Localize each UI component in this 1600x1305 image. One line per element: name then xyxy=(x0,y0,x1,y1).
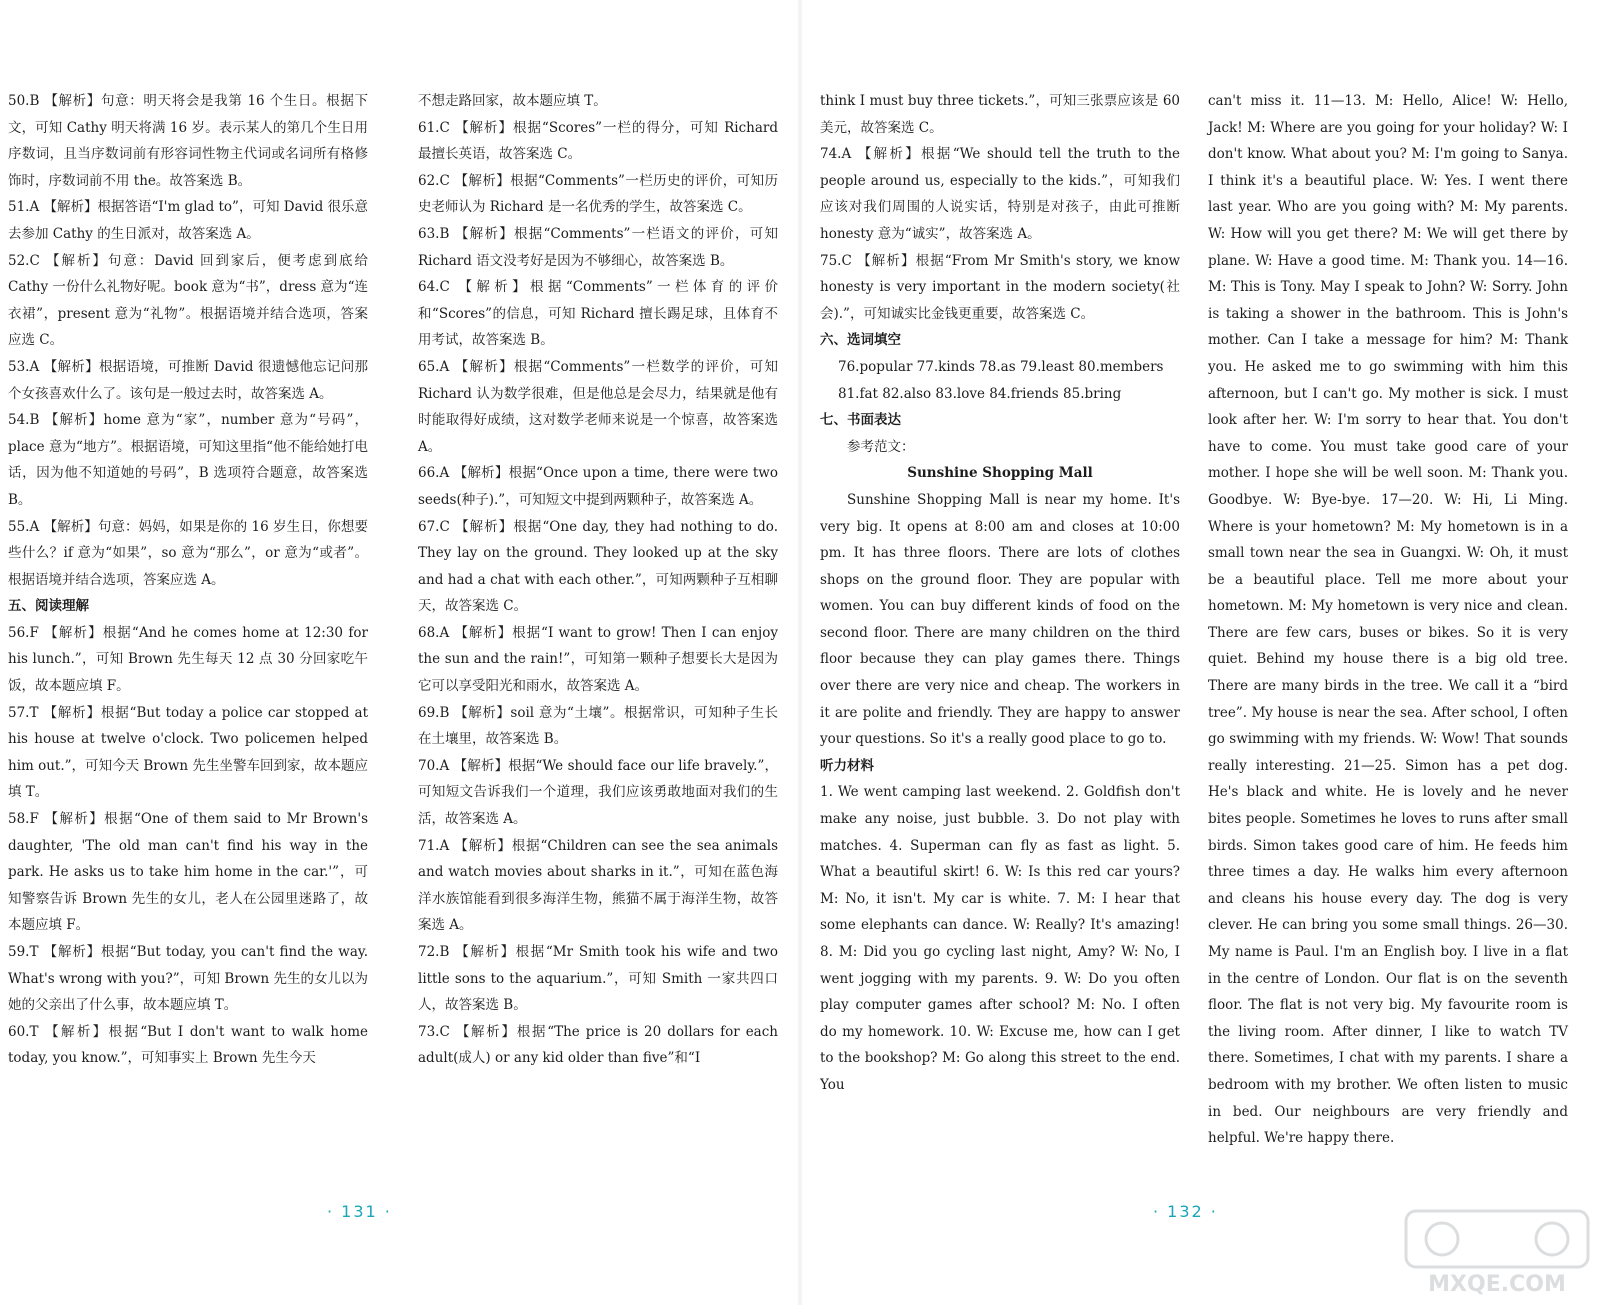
answer-63: 63.B 【解析】根据“Comments”一栏语文的评价，可知 Richard 语文没考好是因为不够细心，故答案选 B。 xyxy=(418,225,778,269)
answer-54: 54.B 【解析】home 意为“家”，number 意为“号码”，place 意为“地方”。根据语境，可知这里指“他不能给她打电话，因为他不知道她的号码”，B 选项符合题意，故答案选 B。 xyxy=(8,412,368,508)
answer-74: 74.A 【解析】根据“We should tell the truth to the people around us, especially to the kids.”，可知我们应该对我们周围的人说实话，特别是对孩子，由此可推断 honesty 意为“诚实”，故答案选 A。 xyxy=(820,146,1180,242)
sample-essay-label: 参考范文： xyxy=(847,438,915,455)
left-column-1 xyxy=(8,88,368,1072)
answer-52: 52.C 【解析】句意：David 回到家后，便考虑到底给 Cathy 一份什么礼物好呢。book 意为“书”，dress 意为“连衣裙”，present 意为“礼物”。根据语境并结合选项，答案应选 C。 xyxy=(8,252,368,349)
answer-72: 72.B 【解析】根据“Mr Smith took his wife and two little sons to the aquarium.”，可知 Smith 一家共四口人，故答案选 B。 xyxy=(418,944,778,1014)
vocab-answers-line-2: 81.fat 82.also 83.love 84.friends 85.bring xyxy=(838,385,1122,402)
left-column-2 xyxy=(418,88,778,1072)
essay-title: Sunshine Shopping Mall xyxy=(907,465,1093,482)
answer-55: 55.A 【解析】句意：妈妈，如果是你的 16 岁生日，你想要些什么？if 意为“如果”，so 意为“那么”，or 意为“或者”。根据语境并结合选项，答案应选 A。 xyxy=(8,518,368,588)
answer-62: 62.C 【解析】根据“Comments”一栏历史的评价，可知历史老师认为 Richard 是一名优秀的学生，故答案选 C。 xyxy=(418,172,778,216)
right-column-2 xyxy=(1208,88,1568,1152)
answer-73: 73.C 【解析】根据“The price is 20 dollars for each adult(成人) or any kid older than five”和“I xyxy=(418,1023,778,1067)
answer-66: 66.A 【解析】根据“Once upon a time, there were two seeds(种子).”，可知短文中提到两颗种子，故答案选 A。 xyxy=(418,465,778,508)
section-heading-writing: 七、书面表达 xyxy=(820,412,901,429)
answer-65: 65.A 【解析】根据“Comments”一栏数学的评价，可知 Richard 认为数学很难，但是他总是会尽力，结果就是他有时能取得好成绩，这对数学老师来说是一个惊喜，故答案选 A。 xyxy=(418,358,778,455)
answer-71: 71.A 【解析】根据“Children can see the sea animals and watch movies about sharks in it.”，可知在蓝色海洋水族馆能看到很多海洋生物，熊猫不属于海洋生物，故答案选 A。 xyxy=(418,837,778,934)
right-column-1 xyxy=(820,88,1180,1099)
section-heading-listening: 听力材料 xyxy=(820,757,874,774)
answer-60-cont: 不想走路回家，故本题应填 T。 xyxy=(418,93,607,109)
answer-57: 57.T 【解析】根据“But today a police car stopped at his house at twelve o'clock. Two policemen helped him out.”，可知今天 Brown 先生坐警车回到家，故本题应填 T。 xyxy=(8,704,368,801)
listening-material-part-1: 1. We went camping last weekend. 2. Goldfish don't make any noise, just bubble. 3. Do not play with matches. 4. Superman can fly as fast as light. 5. What a beautiful skirt! 6. W: Is this red car yours? M: No, it isn't. My car is white. 7. M: I hear that some elephants can dance. W: Really? It's amazing! 8. M: Did you go cycling last night, Amy? W: No, I went jogging with my parents. 9. W: Do you often play computer games after school? M: No. I often do my homework. 10. W: Excuse me, how can I get to the bookshop? M: Go along this street to the end. You xyxy=(820,784,1180,1093)
answer-64: 64.C 【解析】根据“Comments”一栏体育的评价和“Scores”的信息，可知 Richard 擅长踢足球，且体育不用考试，故答案选 B。 xyxy=(418,279,778,349)
answer-67: 67.C 【解析】根据“One day, they had nothing to do. They lay on the ground. They looked up at the sky and had a chat with each other.”，可知两颗种子互相聊天，故答案选 C。 xyxy=(418,518,778,615)
page-number-left: · 131 · xyxy=(327,1202,392,1221)
answer-70: 70.A 【解析】根据“We should face our life bravely.”，可知短文告诉我们一个道理，我们应该勇敢地面对我们的生活，故答案选 A。 xyxy=(418,757,778,828)
essay-body: Sunshine Shopping Mall is near my home. It's very big. It opens at 8:00 am and closes at 10:00 pm. It has three floors. There are lots of clothes shops on the ground floor. They are popular with women. You can buy different kinds of food on the second floor. There are many children on the third floor because they can play games there. Things over there are very nice and cheap. The workers in it are polite and friendly. They are happy to answer your questions. So it's a really good place to go to. xyxy=(820,491,1180,748)
answer-50: 50.B 【解析】句意：明天将会是我第 16 个生日。根据下文，可知 Cathy 明天将满 16 岁。表示某人的第几个生日用序数词，且当序数词前有形容词性物主代词或名词所有格修饰时，序数词前不用 the。故答案选 B。 xyxy=(8,93,368,189)
section-heading-fill-in: 六、选词填空 xyxy=(820,332,901,349)
vocab-answers-line-1: 76.popular 77.kinds 78.as 79.least 80.members xyxy=(838,358,1164,375)
right-page xyxy=(800,0,1600,1305)
listening-material-part-2: can't miss it. 11—13. M: Hello, Alice! W: Hello, Jack! M: Where are you going for your holiday? W: I don't know. What about you? M: I'm going to Sanya. I think it's a beautiful place. W: Yes. I went there last year. Who are you going with? M: My parents. W: How will you get there? M: We will get there by plane. W: Have a good time. M: Thank you. 14—16. M: This is Tony. May I speak to John? W: Sorry. John is taking a shower in the bathroom. This is John's mother. Can I take a message for him? M: Thank you. He asked me to go swimming with him this afternoon, but I can't go. My mother is sick. I must look after her. W: I'm sorry to hear that. You don't have to come. You must take good care of your mother. I hope she will be well soon. M: Thank you. Goodbye. W: Bye-bye. 17—20. W: Hi, Li Ming. Where is your hometown? M: My hometown is in a small town near the sea in Guangxi. W: Oh, it must be a beautiful place. Tell me more about your hometown. M: My hometown is very nice and clean. There are few cars, buses or bikes. So it is very quiet. Behind my house there is a big old tree. There are many birds in the tree. We call it a “bird tree”. My house is near the sea. After school, I often go swimming with my friends. W: Wow! That sounds really interesting. 21—25. Simon has a pet dog. He's black and white. He is lovely and he never bites people. Sometimes he loves to runs after small birds. Simon takes good care of him. He feeds him three times a day. He walks him every afternoon and cleans his house every day. The dog is very clever. He can bring you some small things. 26—30. My name is Paul. I'm an English boy. I live in a flat in the centre of London. Our flat is on the seventh floor. The flat is not very big. My favourite room is the living room. After dinner, I like to watch TV there. Sometimes, I chat with my parents. I share a bedroom with my brother. We often listen to music in bed. Our neighbours are very friendly and helpful. We're happy there. xyxy=(1208,93,1568,1147)
watermark-logo xyxy=(1402,1207,1592,1299)
answer-61: 61.C 【解析】根据“Scores”一栏的得分，可知 Richard 最擅长英语，故答案选 C。 xyxy=(418,119,778,163)
watermark-text: MXQE.COM xyxy=(1428,1272,1566,1297)
section-heading-reading: 五、阅读理解 xyxy=(8,598,89,615)
answer-59: 59.T 【解析】根据“But today, you can't find the way. What's wrong with you?”，可知 Brown 先生的女儿以为她的父亲出了什么事，故本题应填 T。 xyxy=(8,944,368,1014)
answer-56: 56.F 【解析】根据“And he comes home at 12:30 for his lunch.”，可知 Brown 先生每天 12 点 30 分回家吃午饭，故本题应填 F。 xyxy=(8,624,368,695)
answer-58: 58.F 【解析】根据“One of them said to Mr Brown's daughter, 'The old man can't find his way in the park. He asks us to take him home in the car.'”，可知警察告诉 Brown 先生的女儿，老人在公园里迷路了，故本题应填 F。 xyxy=(8,811,368,934)
answer-73-cont: think I must buy three tickets.”，可知三张票应该是 60 美元，故答案选 C。 xyxy=(820,93,1180,136)
page-number-right: · 132 · xyxy=(1153,1202,1218,1221)
answer-51: 51.A 【解析】根据答语“I'm glad to”，可知 David 很乐意去参加 Cathy 的生日派对，故答案选 A。 xyxy=(8,199,368,242)
answer-68: 68.A 【解析】根据“I want to grow! Then I can enjoy the sun and the rain!”，可知第一颗种子想要长大是因为它可以享受阳光和雨水，故答案选 A。 xyxy=(418,624,778,695)
answer-60: 60.T 【解析】根据“But I don't want to walk home today, you know.”，可知事实上 Brown 先生今天 xyxy=(8,1023,368,1067)
answer-69: 69.B 【解析】soil 意为“土壤”。根据常识，可知种子生长在土壤里，故答案选 B。 xyxy=(418,704,778,748)
answer-75: 75.C 【解析】根据“From Mr Smith's story, we know honesty is very important in the modern society(社会).”，可知诚实比金钱更重要，故答案选 C。 xyxy=(820,252,1180,322)
answer-53: 53.A 【解析】根据语境，可推断 David 很遗憾他忘记问那个女孩喜欢什么了。该句是一般过去时，故答案选 A。 xyxy=(8,358,368,402)
